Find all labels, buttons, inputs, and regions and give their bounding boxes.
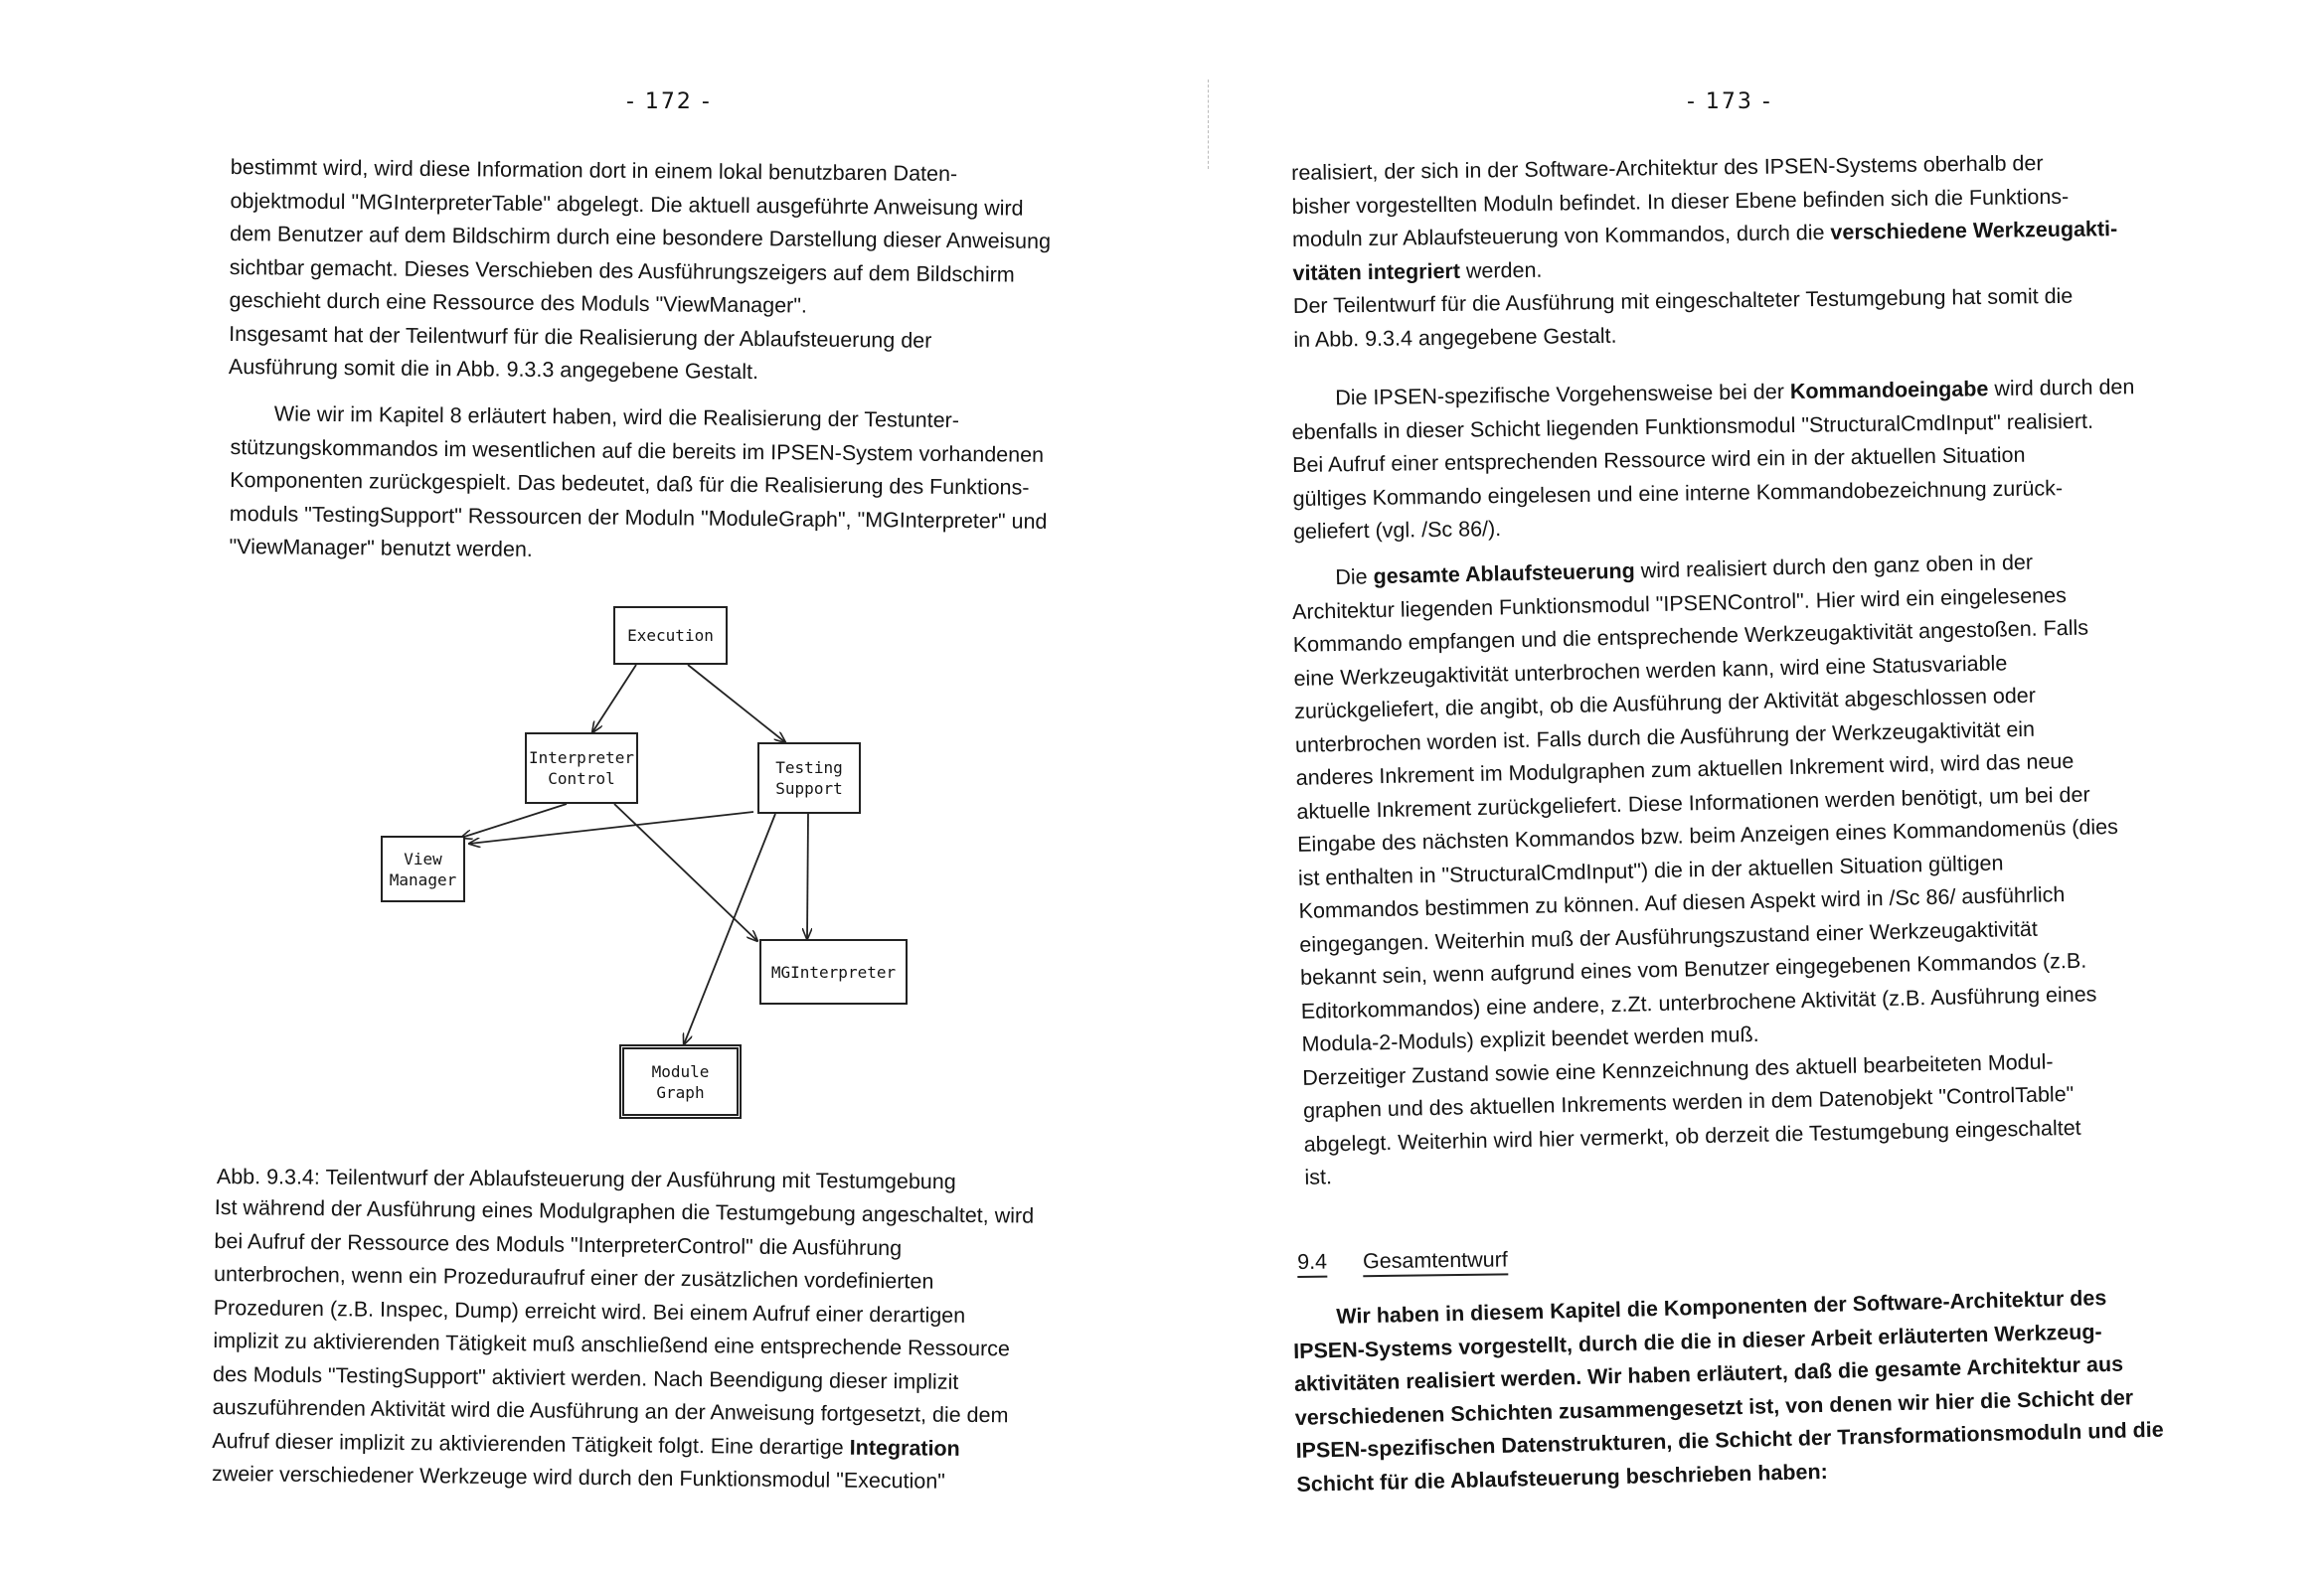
text-line: bisher vorgestellten Moduln befindet. In dieser Ebene befinden sich die Funktions-: [1291, 184, 2070, 219]
text-line: eine Werkzeugaktivität unterbrochen werden kann, wird eine Statusvariable: [1293, 650, 2008, 691]
text-line: Eingabe des nächsten Kommandos bzw. beim Anzeigen eines Kommandomenüs (dies: [1296, 814, 2119, 857]
node-label: Control: [548, 769, 615, 788]
text-line: Modula-2-Moduls) explizit beendet werden muß.: [1301, 1022, 1759, 1056]
node-label: Support: [775, 779, 843, 798]
text-line: aktuelle Inkrement zurückgeliefert. Diese Informationen werden benötigt, um bei der: [1296, 782, 2090, 824]
node-label: Interpreter: [529, 748, 634, 767]
text-line: zweier verschiedener Werkzeuge wird durch den Funktionsmodul "Execution": [211, 1461, 945, 1494]
text-line: IPSEN-Systems vorgestellt, durch die die in dieser Arbeit erläuterten Werkzeug-: [1292, 1319, 2102, 1363]
text-line: auszuführenden Aktivität wird die Ausführung an der Anweisung fortgesetzt, die dem: [212, 1394, 1009, 1428]
text-line: aktivitäten realisiert werden. Wir haben erläutert, daß die gesamte Architektur aus: [1293, 1351, 2124, 1396]
bold-term: Kommandoeingabe: [1789, 377, 1989, 403]
node-label: View: [404, 849, 442, 868]
node-mginterpreter: [759, 939, 908, 1005]
text-line: Komponenten zurückgespielt. Das bedeutet, daß für die Realisierung des Funktions-: [230, 467, 1030, 500]
paragraph: [1291, 544, 2188, 1195]
page-number: - 173 -: [1687, 89, 1772, 114]
text-line: Schicht für die Ablaufsteuerung beschrieben haben:: [1296, 1459, 1829, 1497]
paragraph: [229, 397, 1111, 572]
figure-caption: Abb. 9.3.4: Teilentwurf der Ablaufsteuerung der Ausführung mit Testumgebung: [216, 1165, 956, 1194]
text-line: zurückgeliefert, die angibt, ob die Ausführung der Aktivität abgeschlossen oder: [1294, 683, 2037, 723]
edge-testing-support-mginterpreter: [807, 814, 808, 939]
text-line: eingegangen. Weiterhin muß der Ausführungszustand einer Werkzeugaktivität: [1299, 916, 2039, 957]
text-line: unterbrochen, wenn ein Prozeduraufruf einer der zusätzlichen vordefinierten: [214, 1261, 934, 1294]
text-line: moduls "TestingSupport" Ressourcen der Moduln "ModuleGraph", "MGInterpreter" und: [229, 501, 1048, 534]
text-line: gültiges Kommando eingelesen und eine interne Kommandobezeichnung zurück-: [1292, 475, 2064, 511]
text-line: bei Aufruf der Ressource des Moduls "InterpreterControl" die Ausführung: [214, 1228, 903, 1260]
text-line: Insgesamt hat der Teilentwurf für die Realisierung der Ablaufsteuerung der: [229, 321, 932, 353]
text-line: bekannt sein, wenn aufgrund eines vom Benutzer eingegebenen Kommandos (z.B.: [1299, 948, 2087, 990]
text-line: ebenfalls in dieser Schicht liegenden Funktionsmodul "StructuralCmdInput" realisiert.: [1291, 408, 2094, 444]
node-label: Execution: [627, 626, 714, 645]
text-line: Architektur liegenden Funktionsmodul "IPSENControl". Hier wird ein eingelesenes: [1291, 582, 2068, 624]
page-number: - 172 -: [626, 89, 712, 114]
node-label: Manager: [389, 869, 457, 889]
text-line: "ViewManager" benutzt werden.: [229, 534, 533, 561]
text-line: des Moduls "TestingSupport" aktiviert werden. Nach Beendigung dieser implizit: [212, 1361, 959, 1394]
text-line: abgelegt. Weiterhin wird hier vermerkt, ob derzeit die Testumgebung eingeschaltet: [1303, 1115, 2081, 1157]
edge-testing-support-module-graph: [684, 814, 775, 1044]
text-line: IPSEN-spezifischen Datenstrukturen, die Schicht der Transformationsmoduln und die: [1295, 1417, 2164, 1463]
text-line: sichtbar gemacht. Dieses Verschieben des Ausführungszeigers auf dem Bildschirm: [229, 254, 1015, 287]
edge-execution-testing-support: [688, 665, 785, 742]
text-line: Editorkommandos) eine andere, z.Zt. unterbrochene Aktivität (z.B. Ausführung eines: [1300, 981, 2097, 1024]
text-line: Ist während der Ausführung eines Modulgraphen die Testumgebung angeschaltet, wird: [214, 1194, 1035, 1228]
text-line: graphen und des aktuellen Inkrements werden in dem Datenobjekt "ControlTable": [1302, 1081, 2075, 1123]
text-line: verschiedenen Schichten zusammengesetzt ist, von denen wir hier die Schicht der: [1294, 1384, 2134, 1430]
bold-term: Komponenten der Software-Architektur: [1663, 1287, 2065, 1321]
text-line: ist.: [1304, 1165, 1333, 1189]
section-heading: [1297, 1247, 1508, 1278]
text-line: Aufruf dieser implizit zu aktivierenden Tätigkeit folgt. Eine derartige Integration: [212, 1428, 960, 1461]
node-label: Testing: [775, 758, 843, 777]
node-interpreter-control: [525, 732, 638, 804]
text-line: in Abb. 9.3.4 angegebene Gestalt.: [1293, 323, 1617, 352]
text-line: Wir haben in diesem Kapitel die Komponenten der Software-Architektur des: [1336, 1285, 2107, 1329]
node-label: Module: [651, 1061, 710, 1081]
text-line: implizit zu aktivierenden Tätigkeit muß anschließend eine entsprechende Ressource: [213, 1328, 1011, 1361]
bold-term: verschiedene Werkzeugakti-: [1830, 217, 2118, 244]
text-line: dem Benutzer auf dem Bildschirm durch eine besondere Darstellung dieser Anweisung: [230, 221, 1052, 253]
edge-execution-interpreter-control: [592, 665, 636, 732]
text-line: Prozeduren (z.B. Inspec, Dump) erreicht wird. Bei einem Aufruf einer derartigen: [213, 1295, 966, 1328]
node-module-graph: [619, 1044, 742, 1119]
node-view-manager: [381, 836, 465, 902]
text-line: ist enthalten in "StructuralCmdInput") die in der aktuellen Situation gültigen: [1297, 850, 2004, 890]
text-line: unterbrochen worden ist. Falls durch die Ausführung der Werkzeugaktivität ein: [1294, 716, 2036, 757]
paragraph: [229, 151, 1113, 393]
text-line: Der Teilentwurf für die Ausführung mit eingeschalteter Testumgebung hat somit die: [1292, 283, 2074, 318]
text-line: Die gesamte Ablaufsteuerung wird realisiert durch den ganz oben in der: [1335, 550, 2034, 590]
bold-term: gesamte Ablaufsteuerung: [1373, 558, 1635, 589]
text-line: stützungskommandos im wesentlichen auf die bereits im IPSEN-System vorhandenen: [230, 434, 1045, 467]
text-line: Die IPSEN-spezifische Vorgehensweise bei der Kommandoeingabe wird durch den: [1335, 375, 2135, 410]
paragraph: [1291, 145, 2177, 357]
section-title: Gesamtentwurf: [1363, 1247, 1508, 1277]
text-line: Derzeitiger Zustand sowie eine Kennzeichnung des aktuell bearbeiteten Modul-: [1302, 1048, 2054, 1090]
section-number: 9.4: [1297, 1250, 1327, 1278]
text-line: realisiert, der sich in der Software-Architektur des IPSEN-Systems oberhalb der: [1291, 151, 2044, 185]
text-line: bestimmt wird, wird diese Information dort in einem lokal benutzbaren Daten-: [230, 154, 958, 187]
node-testing-support: [757, 742, 861, 814]
text-line: geschieht durch eine Ressource des Moduls "ViewManager".: [229, 287, 808, 318]
text-line: geliefert (vgl. /Sc 86/).: [1292, 517, 1502, 544]
text-line: Ausführung somit die in Abb. 9.3.3 angegebene Gestalt.: [228, 354, 759, 385]
bold-term: Integration: [849, 1435, 960, 1461]
paragraph: [212, 1191, 1095, 1500]
node-execution: [613, 606, 728, 665]
node-label: Graph: [656, 1082, 705, 1102]
paragraph: [1292, 1280, 2180, 1501]
text-line: Bei Aufruf einer entsprechenden Ressource wird ein in der aktuellen Situation: [1291, 442, 2026, 477]
text-line: Wie wir im Kapitel 8 erläutert haben, wird die Realisierung der Testunter-: [273, 401, 960, 433]
text-line: Kommando empfangen und die entsprechende Werkzeugaktivität angestoßen. Falls: [1292, 615, 2089, 657]
edge-testing-support-view-manager: [469, 812, 753, 844]
edge-interpreter-control-view-manager: [461, 804, 567, 838]
text-line: objektmodul "MGInterpreterTable" abgelegt. Die aktuell ausgeführte Anweisung wird: [230, 188, 1024, 221]
text-line: vitäten integriert werden.: [1292, 257, 1543, 285]
node-label: MGInterpreter: [770, 962, 897, 982]
text-line: moduln zur Ablaufsteuerung von Kommandos, durch die verschiedene Werkzeugakti-: [1291, 217, 2118, 251]
paragraph: [1291, 371, 2176, 550]
architecture-diagram: [368, 591, 924, 1128]
bold-term: vitäten integriert: [1292, 258, 1461, 285]
text-line: anderes Inkrement im Modulgraphen zum aktuellen Inkrement wird, wird das neue: [1295, 748, 2075, 790]
text-line: Kommandos bestimmen zu können. Auf diesen Aspekt wird in /Sc 86/ ausführlich: [1298, 882, 2066, 923]
